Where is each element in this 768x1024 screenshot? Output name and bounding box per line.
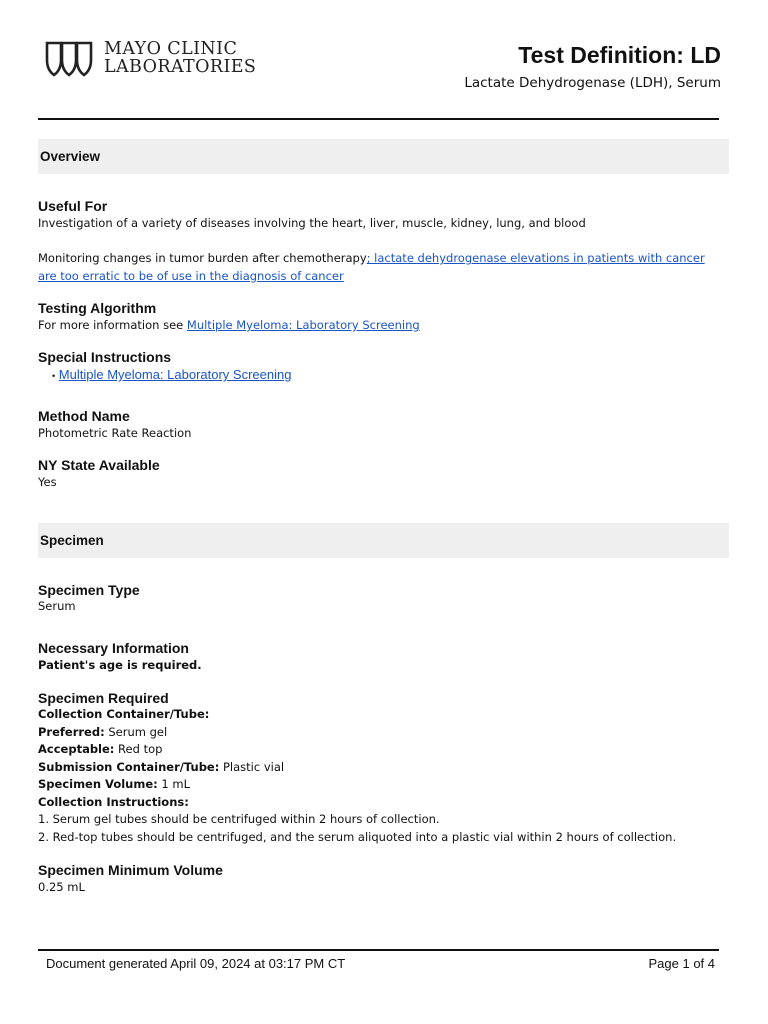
specimen-section-title: Specimen	[40, 533, 104, 548]
minimum-volume-heading: Specimen Minimum Volume	[38, 862, 223, 878]
footer-divider	[38, 949, 719, 951]
useful-for-heading: Useful For	[38, 198, 108, 214]
special-instructions-link[interactable]: Multiple Myeloma: Laboratory Screening	[58, 367, 292, 382]
specimen-required-details	[38, 706, 728, 846]
preferred-label: Preferred:	[38, 724, 105, 739]
useful-for-line-1: Investigation of a variety of diseases involving the heart, liver, muscle, kidney, lung, and blood	[38, 216, 586, 230]
useful-for-link[interactable]: ; lactate dehydrogenase elevations in patients with cancer are too erratic to be of use in the diagnosis of cancer	[38, 251, 705, 283]
testing-algorithm-link[interactable]: Multiple Myeloma: Laboratory Screening	[186, 318, 420, 332]
specimen-type-heading: Specimen Type	[38, 582, 140, 598]
collection-instruction-1: 1. Serum gel tubes should be centrifuged within 2 hours of collection.	[38, 812, 440, 826]
method-name-heading: Method Name	[38, 408, 130, 424]
testing-algorithm-text	[38, 317, 728, 335]
collection-instruction-2: 2. Red-top tubes should be centrifuged, and the serum aliquoted into a plastic vial within 2 hours of collection.	[38, 829, 677, 844]
preferred-value: Serum gel	[104, 724, 168, 739]
bullet-icon: •	[52, 371, 56, 381]
testing-algorithm-prefix: For more information see	[38, 318, 187, 332]
logo-line-2: LABORATORIES	[104, 57, 257, 77]
acceptable-value: Red top	[114, 742, 163, 756]
acceptable-label: Acceptable:	[38, 742, 115, 756]
method-name-value: Photometric Rate Reaction	[38, 426, 192, 440]
volume-label: Specimen Volume:	[38, 777, 158, 791]
specimen-required-heading: Specimen Required	[38, 690, 169, 706]
collection-container-label: Collection Container/Tube:	[38, 707, 210, 721]
useful-for-line-2-text: Monitoring changes in tumor burden after chemotherapy	[38, 251, 367, 265]
preferred-row	[38, 724, 728, 742]
minimum-volume-value: 0.25 mL	[38, 880, 85, 894]
header-divider	[38, 118, 719, 120]
logo-line-1: MAYO CLINIC	[104, 39, 238, 59]
specimen-section-header	[38, 523, 729, 558]
useful-for-line-2	[38, 250, 726, 285]
submission-label: Submission Container/Tube:	[38, 759, 220, 774]
footer-page-number: Page 1 of 4	[648, 956, 715, 971]
page-title: Test Definition: LD	[518, 42, 721, 68]
submission-row	[38, 759, 728, 777]
acceptable-row	[38, 741, 728, 759]
specimen-type-value: Serum	[38, 599, 76, 613]
special-instructions-heading: Special Instructions	[38, 349, 172, 365]
submission-value: Plastic vial	[219, 759, 285, 774]
necessary-information-value: Patient's age is required.	[38, 658, 202, 672]
mayo-clinic-logo	[44, 40, 256, 78]
volume-row	[38, 776, 728, 794]
ny-state-heading: NY State Available	[38, 457, 160, 473]
ny-state-value: Yes	[38, 475, 57, 489]
testing-algorithm-heading: Testing Algorithm	[38, 300, 157, 316]
overview-section-header	[38, 139, 729, 174]
mayo-shields-icon	[44, 40, 94, 78]
footer-generated-date: Document generated April 09, 2024 at 03:17 PM CT	[46, 956, 346, 971]
page-subtitle: Lactate Dehydrogenase (LDH), Serum	[464, 75, 721, 91]
necessary-information-heading: Necessary Information	[38, 640, 189, 656]
volume-value: 1 mL	[157, 777, 190, 791]
collection-instructions-label: Collection Instructions:	[38, 794, 189, 809]
overview-section-title: Overview	[40, 149, 101, 164]
special-instructions-item	[52, 366, 742, 386]
